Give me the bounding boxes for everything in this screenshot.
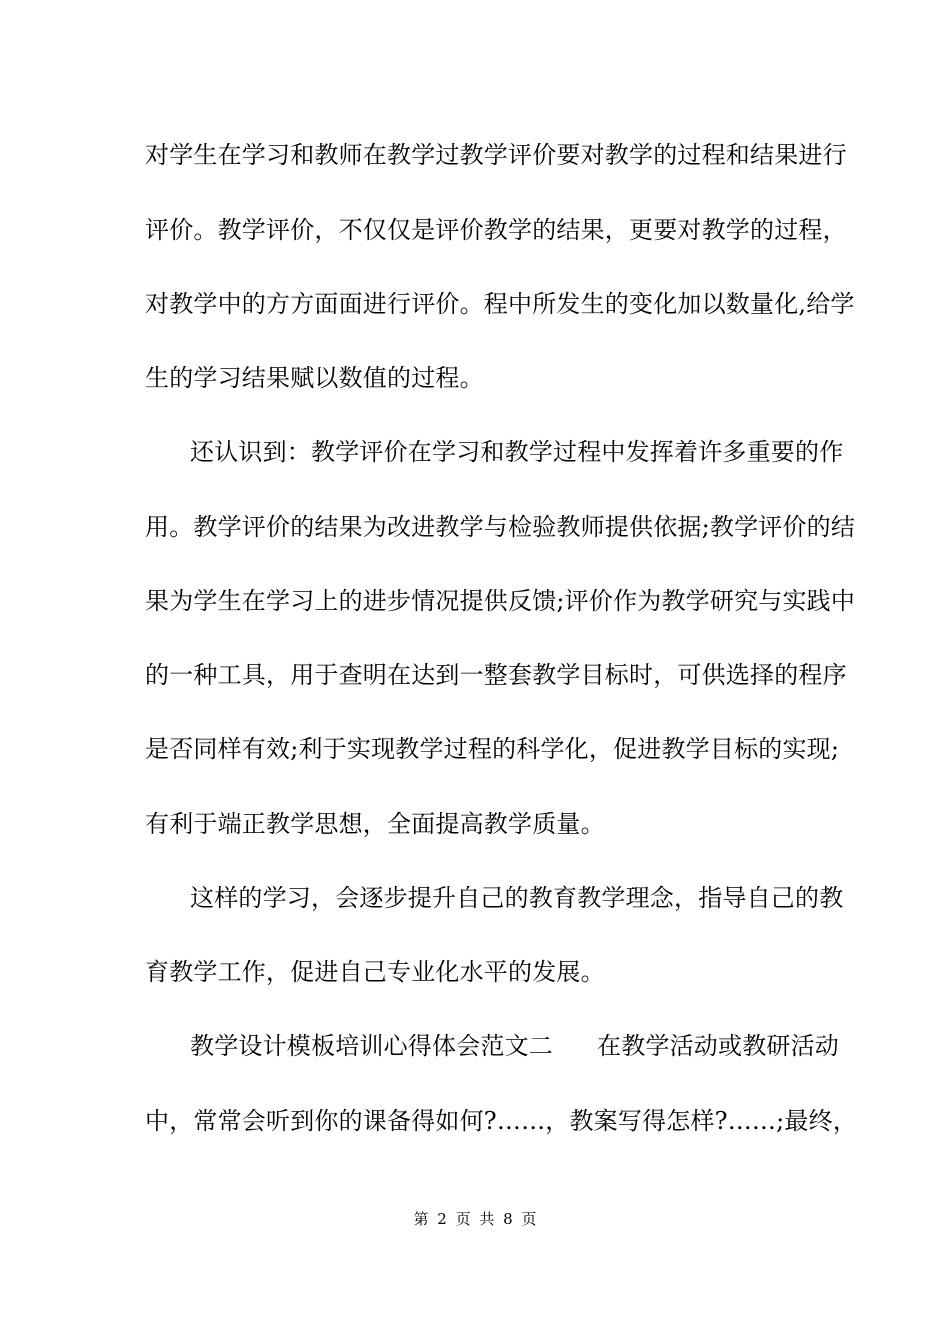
page-number-footer: 第 2 页 共 8 页 [413, 1210, 537, 1228]
text-line: 有利于端正教学思想，全面提高教学质量。 [145, 810, 605, 838]
text-line: 对学生在学习和教师在教学过教学评价要对教学的过程和结果进行 [145, 141, 847, 169]
text-line: 果为学生在学习上的进步情况提供反馈;评价作为教学研究与实践中 [145, 587, 856, 615]
text-line: 对教学中的方方面面进行评价。程中所发生的变化加以数量化,给学 [145, 290, 855, 318]
section-heading-continuation: 在教学活动或教研活动 [597, 1032, 839, 1060]
text-line: 中，常常会听到你的课备得如何?……，教案写得怎样?……;最终， [145, 1107, 858, 1135]
section-heading-line [190, 1031, 839, 1061]
text-line: 育教学工作，促进自己专业化水平的发展。 [145, 958, 605, 986]
text-line: 用。教学评价的结果为改进教学与检验教师提供依据;教学评价的结 [145, 513, 856, 541]
paragraph-start-line: 还认识到：教学评价在学习和教学过程中发挥着许多重要的作 [190, 438, 844, 466]
text-line: 生的学习结果赋以数值的过程。 [145, 364, 484, 392]
text-line: 的一种工具，用于查明在达到一整套教学目标时，可供选择的程序 [145, 661, 847, 689]
text-line: 评价。教学评价，不仅仅是评价教学的结果，更要对教学的过程， [145, 216, 847, 244]
text-line: 是否同样有效;利于实现教学过程的科学化，促进教学目标的实现; [145, 735, 840, 763]
paragraph-start-line: 这样的学习，会逐步提升自己的教育教学理念，指导自己的教 [190, 884, 844, 912]
section-heading-title: 教学设计模板培训心得体会范文二 [190, 1032, 553, 1060]
